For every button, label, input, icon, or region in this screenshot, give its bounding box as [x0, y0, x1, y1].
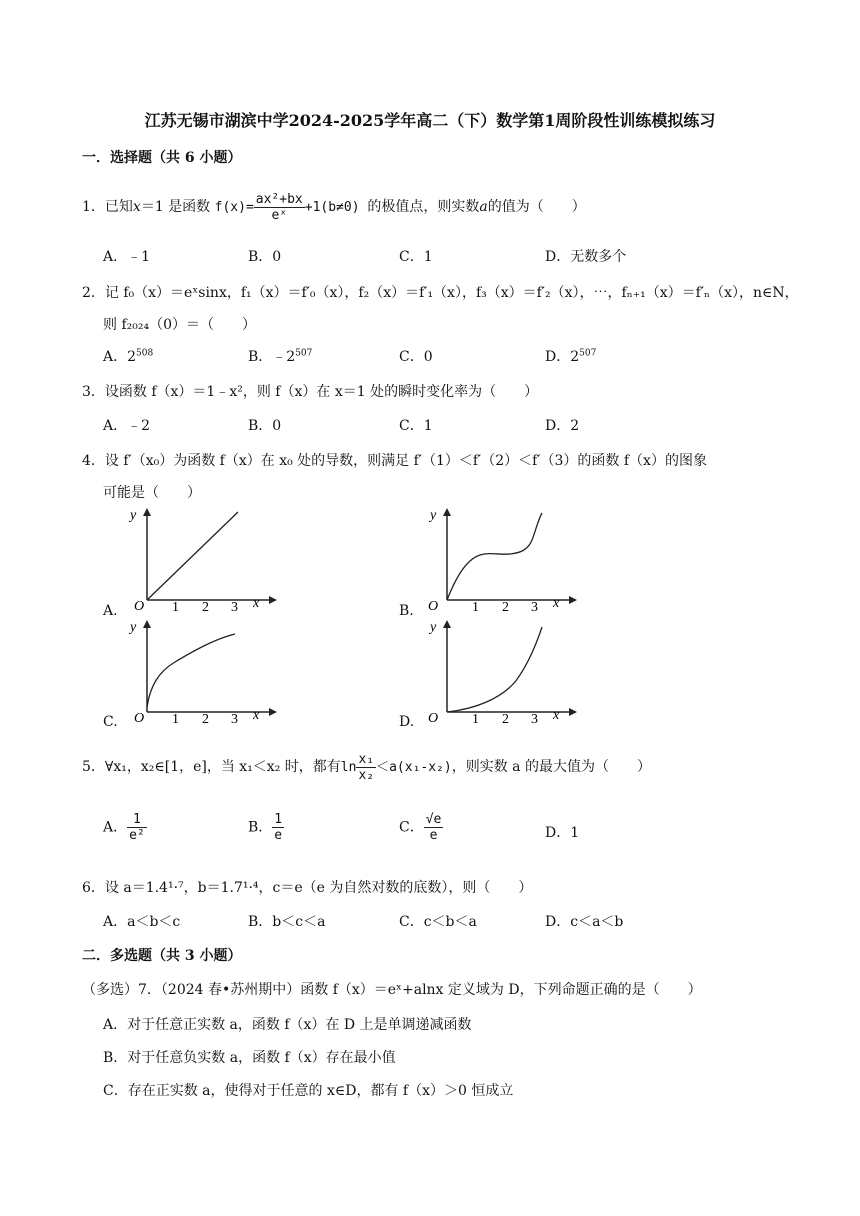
- svg-text:1: 1: [172, 712, 179, 727]
- q3-option-c[interactable]: C．1: [399, 418, 433, 434]
- q3-option-b[interactable]: B．0: [248, 418, 282, 434]
- q3-option-d[interactable]: D．2: [545, 418, 580, 434]
- q1-option-c[interactable]: C．1: [399, 249, 433, 265]
- svg-text:O: O: [428, 711, 439, 726]
- q6-option-c[interactable]: C．c＜b＜a: [399, 914, 477, 930]
- question-7: （多选）7．（2024 春•苏州期中）函数 f（x）＝eˣ+alnx 定义域为 D，下列命题正确的是（ ）: [82, 982, 702, 998]
- q1-option-a[interactable]: A．﹣1: [103, 249, 151, 265]
- q2-option-d[interactable]: D．$2^{507}$: [545, 348, 597, 365]
- svg-text:3: 3: [531, 600, 538, 615]
- svg-text:3: 3: [231, 600, 238, 615]
- svg-text:2: 2: [502, 600, 509, 615]
- q4-graph-b[interactable]: [420, 505, 580, 615]
- q4-line1: 4．设 f′（x₀）为函数 f（x）在 x₀ 处的导数，则满足 f′（1）＜f′（2）＜f′（3）的函数 f（x）的图象: [82, 453, 707, 469]
- q2-line2: 则 f₂₀₂₄（0）＝（ ）: [103, 317, 256, 333]
- q4-option-c-label[interactable]: C.: [103, 714, 118, 730]
- q2-option-c[interactable]: C．0: [399, 349, 433, 365]
- question-3: 3．设函数 f（x）＝1﹣x²，则 f（x）在 x＝1 处的瞬时变化率为（ ）: [82, 384, 539, 400]
- q2-option-a[interactable]: A．$2^{508}$: [103, 348, 154, 365]
- q4-option-a-label[interactable]: A.: [103, 603, 118, 619]
- q4-line2: 可能是（ ）: [103, 485, 201, 501]
- y-axis-label: y: [130, 508, 137, 523]
- svg-text:3: 3: [231, 712, 238, 727]
- q4-graph-d[interactable]: [420, 617, 580, 727]
- x-axis-label: x: [253, 596, 260, 611]
- svg-text:x: x: [553, 596, 560, 611]
- q6-option-b[interactable]: B．b＜c＜a: [248, 914, 326, 930]
- q5-option-a[interactable]: A． $\frac{1}{\text{e²}}$: [103, 812, 145, 843]
- svg-text:x: x: [253, 708, 260, 723]
- q1-formula: f(x)= $\frac{\text{ax²+bx}}{\text{eˣ}}$ +1(b≠0): [214, 192, 360, 223]
- q2-line1: 2．记 f₀（x）＝eˣsinx，f₁（x）＝f′₀（x），f₂（x）＝f′₁（x），f₃（x）＝f′₂（x），⋯，fₙ₊₁（x）＝f′ₙ（x），n∈N，: [82, 285, 799, 301]
- question-5: 5．∀x₁，x₂∈[1，e]，当 x₁＜x₂ 时，都有ln $\frac{\text{x₁}}{\text{x₂}}$ ＜a(x₁-x₂)，则实数 a 的最大值为（ ）: [82, 752, 651, 783]
- q7-option-b[interactable]: B．对于任意负实数 a，函数 f（x）存在最小值: [103, 1050, 396, 1066]
- q7-option-a[interactable]: A．对于任意正实数 a，函数 f（x）在 D 上是单调递减函数: [103, 1017, 472, 1033]
- q1-option-b[interactable]: B．0: [248, 249, 282, 265]
- svg-text:y: y: [430, 620, 437, 635]
- svg-text:3: 3: [531, 712, 538, 727]
- svg-text:2: 2: [202, 600, 209, 615]
- q3-option-a[interactable]: A．﹣2: [103, 418, 151, 434]
- q5-option-c[interactable]: C． $\frac{√e}{e}$: [399, 812, 442, 843]
- svg-text:1: 1: [172, 600, 179, 615]
- q1-option-d[interactable]: D．无数多个: [545, 249, 627, 265]
- svg-text:1: 1: [472, 600, 479, 615]
- q5-formula: ln $\frac{\text{x₁}}{\text{x₂}}$ ＜a(x₁-x₂): [340, 752, 452, 783]
- q5-option-b[interactable]: B． $\frac{1}{e}$: [248, 812, 283, 843]
- q2-option-b[interactable]: B．$﹣2^{507}$: [248, 348, 313, 365]
- section-heading-multi-choice: 二．多选题（共 3 小题）: [82, 948, 242, 964]
- svg-text:x: x: [553, 708, 560, 723]
- svg-text:y: y: [130, 620, 137, 635]
- q4-graph-c[interactable]: [120, 617, 280, 727]
- question-6: 6．设 a＝1.4¹·⁷，b＝1.7¹·⁴，c＝e（e 为自然对数的底数），则（ ）: [82, 880, 533, 896]
- origin-label: O: [134, 599, 145, 614]
- q7-option-c[interactable]: C．存在正实数 a，使得对于任意的 x∈D，都有 f（x）＞0 恒成立: [103, 1083, 514, 1099]
- svg-text:1: 1: [472, 712, 479, 727]
- question-1: 1．已知x＝1 是函数 f(x)= $\frac{\text{ax²+bx}}{\text{eˣ}}$ +1(b≠0) 的极值点，则实数a的值为（ ）: [82, 192, 586, 223]
- q4-option-b-label[interactable]: B.: [399, 603, 414, 619]
- q4-graph-a[interactable]: [120, 505, 280, 615]
- svg-text:O: O: [134, 711, 145, 726]
- q1-prefix: 1．已知: [82, 199, 133, 215]
- svg-text:O: O: [428, 599, 439, 614]
- q4-option-d-label[interactable]: D.: [399, 714, 415, 730]
- q5-option-d[interactable]: D．1: [545, 825, 580, 841]
- q6-option-d[interactable]: D．c＜a＜b: [545, 914, 624, 930]
- svg-text:2: 2: [202, 712, 209, 727]
- svg-text:y: y: [430, 508, 437, 523]
- section-heading-single-choice: 一．选择题（共 6 小题）: [82, 150, 242, 166]
- svg-text:2: 2: [502, 712, 509, 727]
- page-title: 江苏无锡市湖滨中学2024-2025学年高二（下）数学第1周阶段性训练模拟练习: [144, 111, 716, 130]
- q6-option-a[interactable]: A．a＜b＜c: [103, 914, 181, 930]
